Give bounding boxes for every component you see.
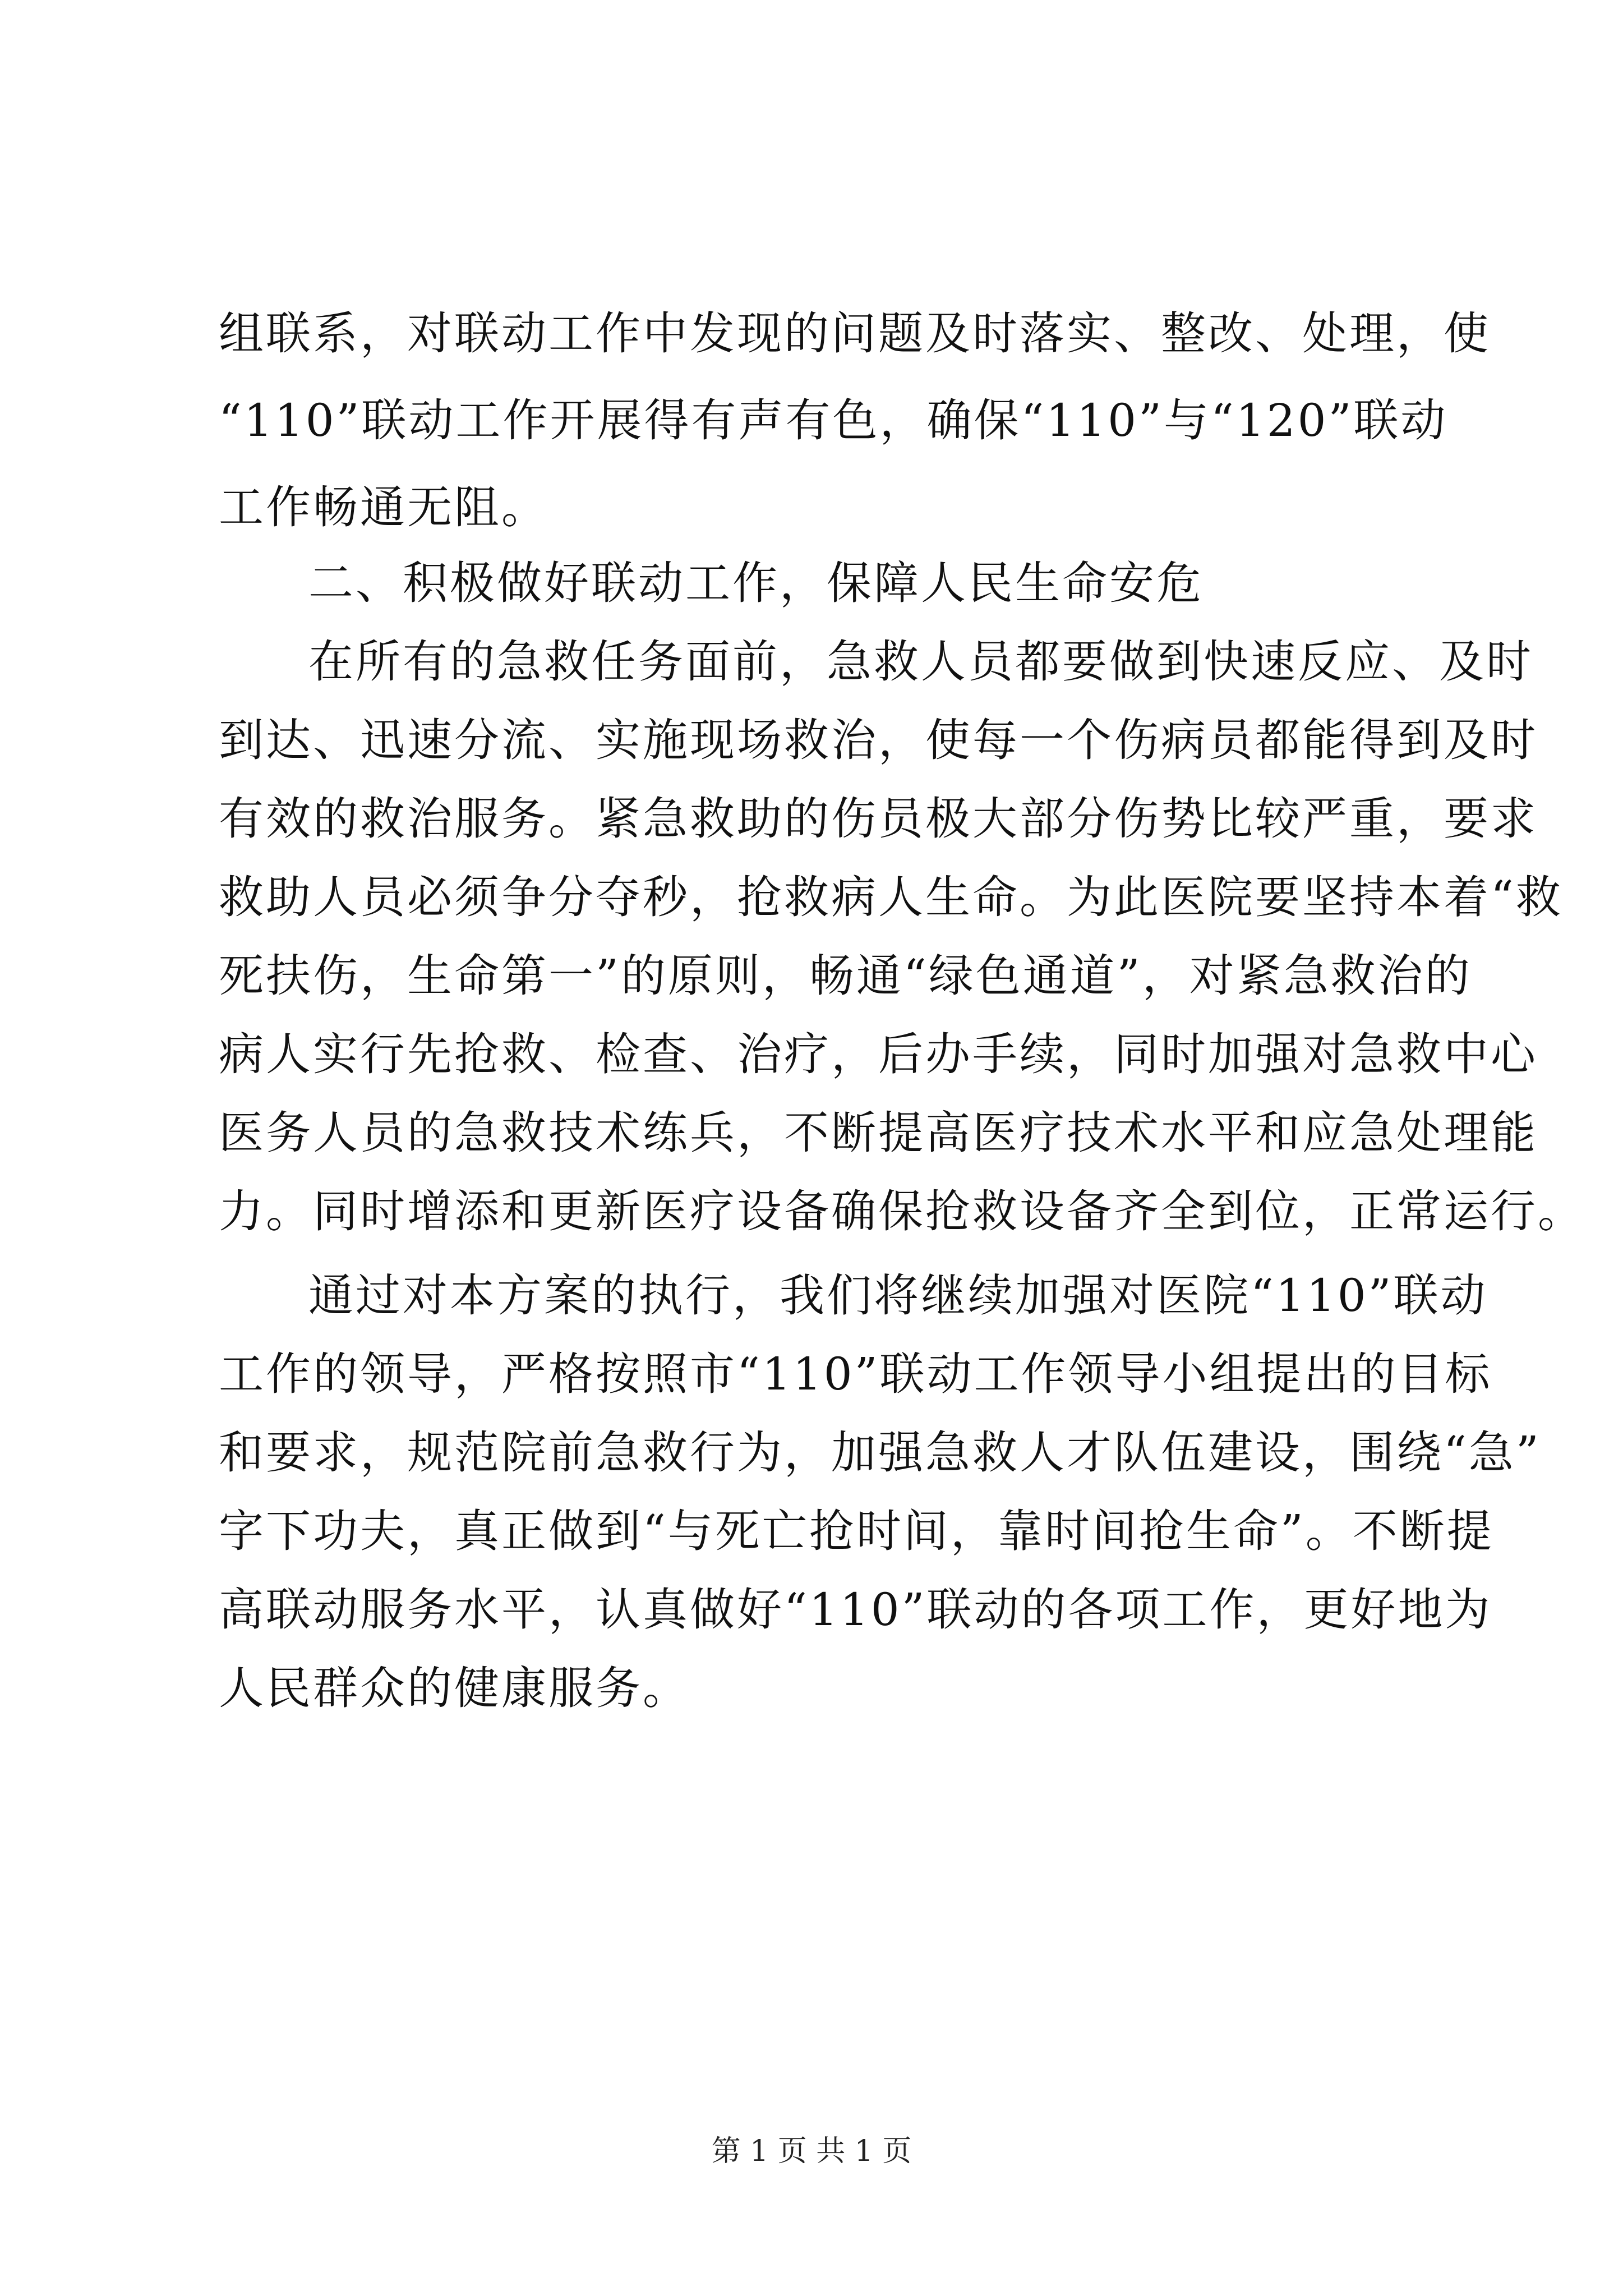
body-line: 死扶伤，生命第一”的原则，畅通“绿色通道”，对紧急救治的 [219, 950, 1472, 1002]
body-line: 字下功夫，真正做到“与死亡抢时间，靠时间抢生命”。不断提 [219, 1505, 1494, 1557]
body-line: 病人实行先抢救、检查、治疗，后办手续，同时加强对急救中心 [219, 1028, 1538, 1080]
body-line: 人民群众的健康服务。 [219, 1662, 690, 1714]
body-line: “110”联动工作开展得有声有色，确保“110”与“120”联动 [219, 394, 1448, 447]
body-line: 工作畅通无阻。 [219, 481, 548, 533]
body-line: 和要求，规范院前急救行为，加强急救人才队伍建设，围绕“急” [219, 1427, 1541, 1479]
body-line: 在所有的急救任务面前，急救人员都要做到快速反应、及时 [308, 636, 1533, 688]
body-line: 救助人员必须争分夺秒，抢救病人生命。为此医院要坚持本着“救 [219, 871, 1563, 923]
body-line: 组联系，对联动工作中发现的问题及时落实、整改、处理，使 [219, 307, 1491, 360]
body-line: 有效的救治服务。紧急救助的伤员极大部分伤势比较严重，要求 [219, 793, 1538, 845]
body-line: 力。同时增添和更新医疗设备确保抢救设备齐全到位，正常运行。 [219, 1185, 1585, 1237]
body-line: 医务人员的急救技术练兵，不断提高医疗技术水平和应急处理能 [219, 1107, 1538, 1159]
page-footer: 第 1 页 共 1 页 [711, 2134, 912, 2168]
body-line: 工作的领导，严格按照市“110”联动工作领导小组提出的目标 [219, 1348, 1492, 1400]
body-line: 通过对本方案的执行，我们将继续加强对医院“110”联动 [308, 1269, 1488, 1322]
body-line: 高联动服务水平，认真做好“110”联动的各项工作，更好地为 [219, 1584, 1492, 1636]
body-line: 到达、迅速分流、实施现场救治，使每一个伤病员都能得到及时 [219, 714, 1538, 766]
section-heading: 二、积极做好联动工作，保障人民生命安危 [308, 557, 1204, 609]
